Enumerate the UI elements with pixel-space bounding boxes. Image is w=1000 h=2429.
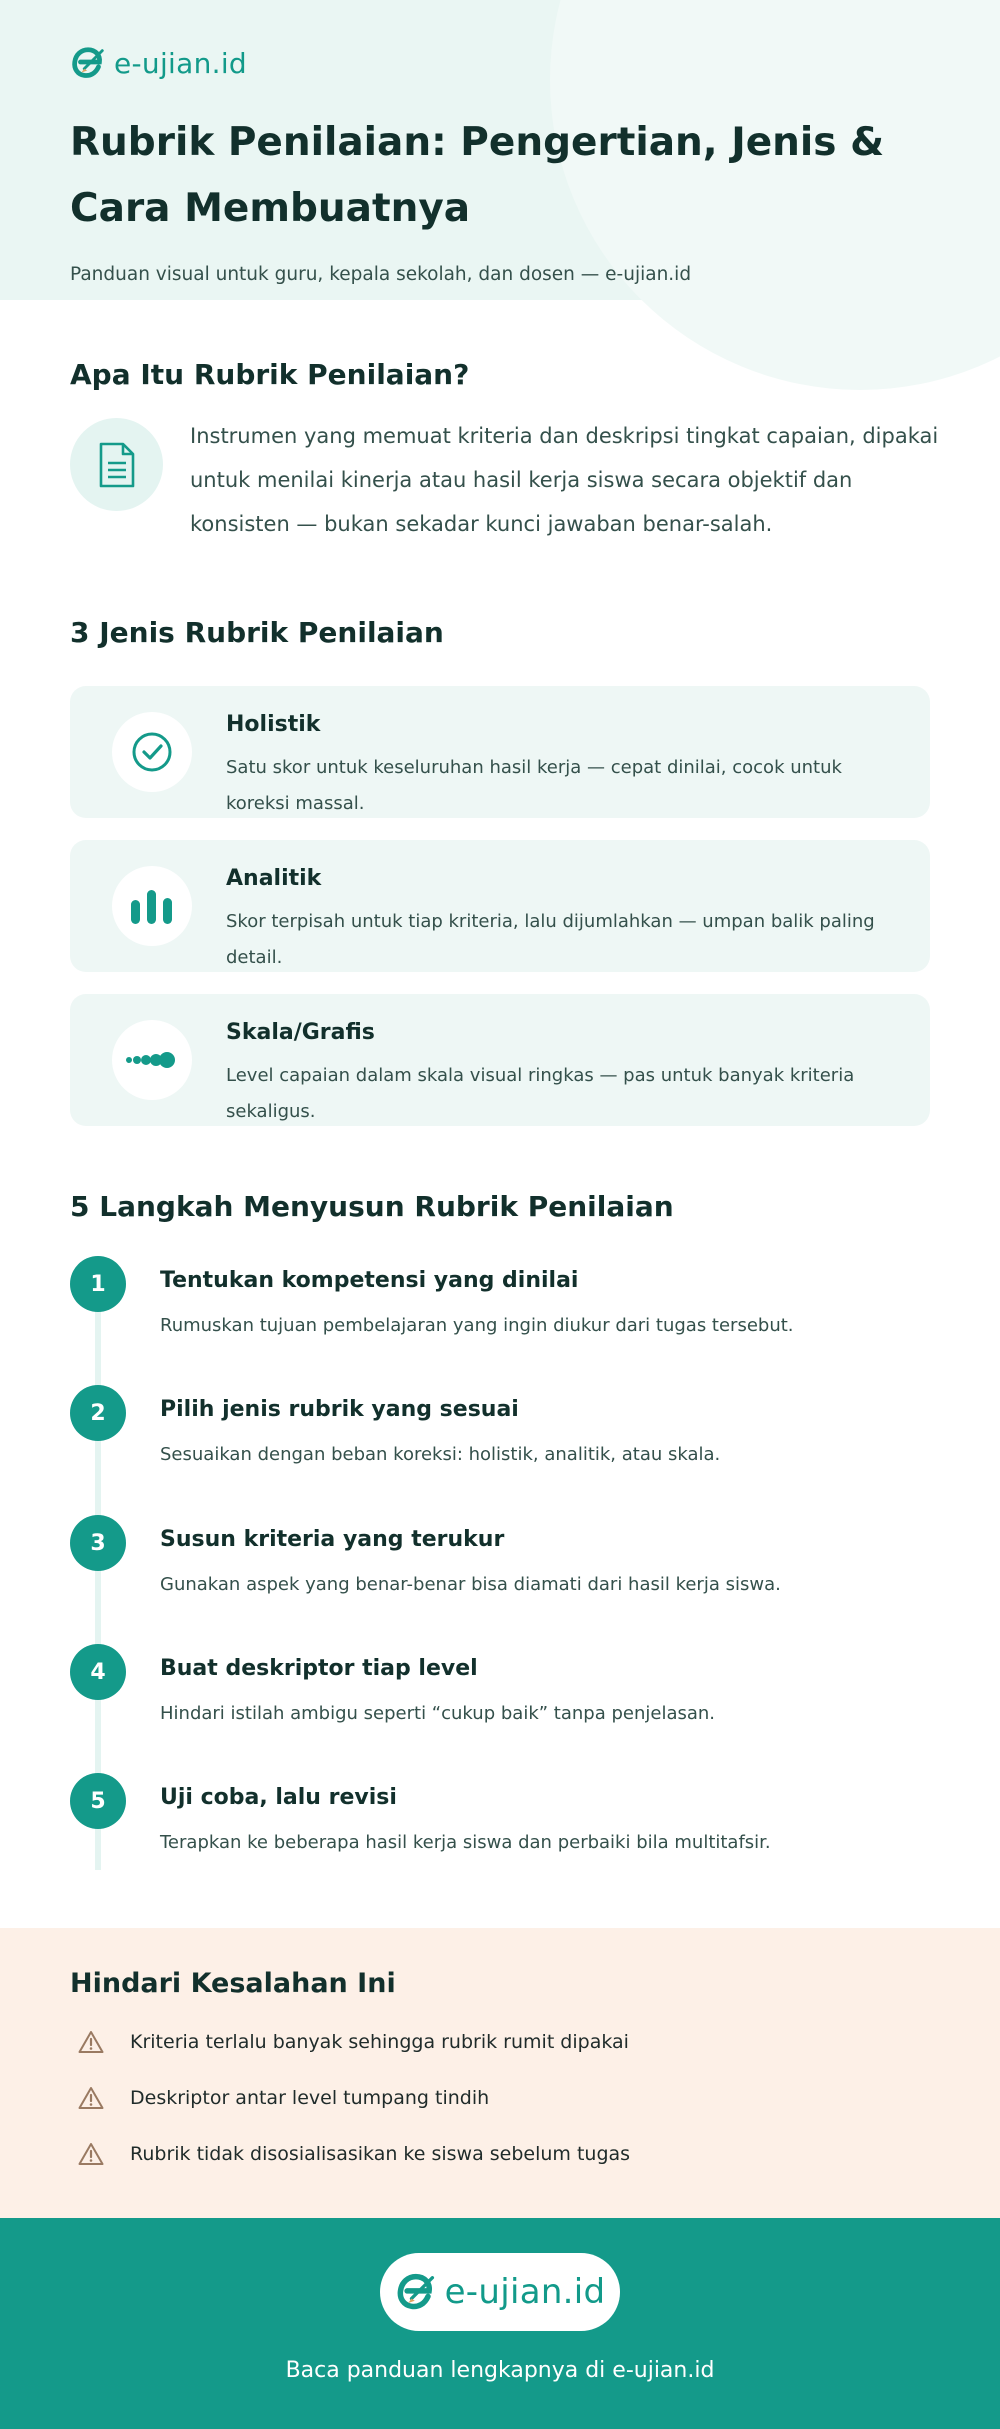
e-logo-icon — [395, 2270, 439, 2314]
step-title: Susun kriteria yang terukur — [160, 1527, 505, 1552]
step-desc: Hindari istilah ambigu seperti “cukup baik” tanpa penjelasan. — [160, 1703, 716, 1724]
type-title: Holistik — [226, 712, 321, 737]
step-number: 2 — [70, 1385, 126, 1441]
footer — [0, 2218, 1000, 2429]
step-number: 3 — [70, 1515, 126, 1571]
step-title: Uji coba, lalu revisi — [160, 1785, 397, 1810]
types-heading: 3 Jenis Rubrik Penilaian — [70, 616, 444, 649]
step-title: Buat deskriptor tiap level — [160, 1656, 478, 1681]
mistake-item — [78, 2086, 489, 2110]
document-icon — [97, 441, 137, 489]
step-number: 5 — [70, 1773, 126, 1829]
type-desc: Level capaian dalam skala visual ringkas — pas untuk banyak kriteria sekaligus. — [226, 1065, 855, 1122]
step-title: Pilih jenis rubrik yang sesuai — [160, 1397, 519, 1422]
step-desc: Terapkan ke beberapa hasil kerja siswa dan perbaiki bila multitafsir. — [160, 1832, 771, 1853]
brand-name: e-ujian.id — [114, 46, 247, 80]
step-desc: Sesuaikan dengan beban koreksi: holistik, analitik, atau skala. — [160, 1444, 721, 1465]
step-number: 1 — [70, 1256, 126, 1312]
brand-logo[interactable] — [70, 44, 247, 82]
document-icon-badge — [70, 418, 163, 511]
footer-logo-pill[interactable] — [380, 2253, 620, 2331]
mistakes-heading: Hindari Kesalahan Ini — [70, 1968, 396, 1999]
footer-cta-link[interactable]: Baca panduan lengkapnya di e-ujian.id — [285, 2358, 715, 2383]
type-icon-badge — [112, 1020, 192, 1100]
type-card-analitik — [70, 840, 930, 972]
e-logo-icon — [70, 44, 108, 82]
check-circle-icon — [130, 730, 174, 774]
mistakes-section — [0, 1928, 1000, 2218]
warning-icon — [78, 2086, 104, 2110]
type-title: Skala/Grafis — [226, 1020, 375, 1045]
mistake-text: Rubrik tidak disosialisasikan ke siswa sebelum tugas — [130, 2143, 631, 2165]
type-card-holistik — [70, 686, 930, 818]
scale-dots-icon — [125, 1048, 179, 1072]
steps-heading: 5 Langkah Menyusun Rubrik Penilaian — [70, 1190, 674, 1223]
definition-text: Instrumen yang memuat kriteria dan deskripsi tingkat capaian, dipakai untuk menilai kinerja atau hasil kerja siswa secara objektif dan konsisten — bukan sekadar kunci jawaban benar-salah. — [190, 424, 939, 536]
step-desc: Gunakan aspek yang benar-benar bisa diamati dari hasil kerja siswa. — [160, 1574, 781, 1595]
type-icon-badge — [112, 712, 192, 792]
mistake-text: Kriteria terlalu banyak sehingga rubrik rumit dipakai — [130, 2031, 629, 2053]
hero-decor-overflow — [550, 300, 1000, 390]
type-title: Analitik — [226, 866, 322, 891]
bar-chart-icon — [127, 886, 177, 926]
brand-name: e-ujian.id — [444, 2272, 606, 2312]
type-card-skala — [70, 994, 930, 1126]
step-title: Tentukan kompetensi yang dinilai — [160, 1268, 579, 1293]
mistake-item — [78, 2030, 629, 2054]
step-number: 4 — [70, 1644, 126, 1700]
hero-banner — [0, 0, 1000, 300]
definition-heading: Apa Itu Rubrik Penilaian? — [70, 358, 470, 391]
type-desc: Skor terpisah untuk tiap kriteria, lalu dijumlahkan — umpan balik paling detail. — [226, 911, 875, 968]
page-subtitle: Panduan visual untuk guru, kepala sekolah, dan dosen — e-ujian.id — [70, 264, 692, 285]
step-desc: Rumuskan tujuan pembelajaran yang ingin diukur dari tugas tersebut. — [160, 1315, 794, 1336]
mistake-item — [78, 2142, 630, 2166]
page-title: Rubrik Penilaian: Pengertian, Jenis & Cara Membuatnya — [70, 120, 885, 231]
mistake-text: Deskriptor antar level tumpang tindih — [130, 2087, 490, 2109]
warning-icon — [78, 2030, 104, 2054]
type-icon-badge — [112, 866, 192, 946]
type-desc: Satu skor untuk keseluruhan hasil kerja — cepat dinilai, cocok untuk koreksi massal. — [226, 757, 842, 814]
warning-icon — [78, 2142, 104, 2166]
